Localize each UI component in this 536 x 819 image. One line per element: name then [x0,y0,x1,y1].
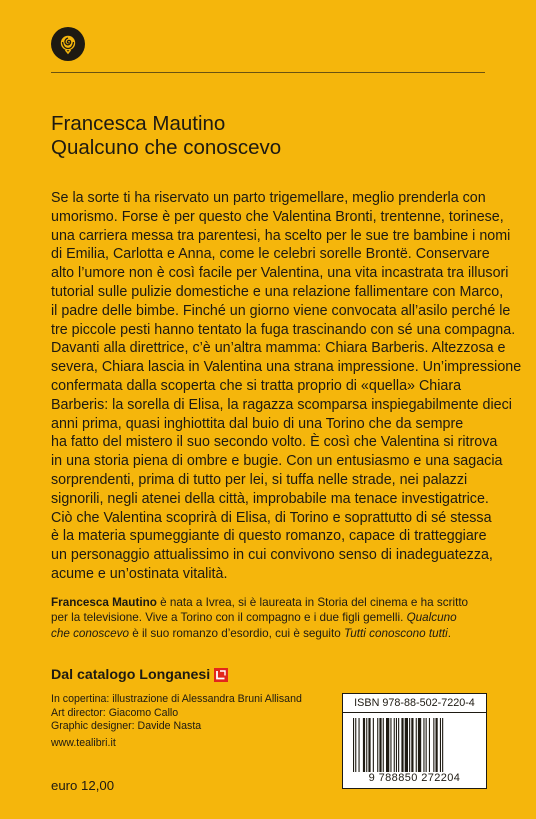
synopsis-line: anni prima, quasi inghiottita dal buio di una Torino che da sempre [51,415,464,432]
barcode-bar [411,718,413,772]
synopsis-line: severa, Chiara lascia in Valentina una strana impressione. Un’impressione [51,359,522,376]
barcode-bar [390,718,391,772]
synopsis-line: una carriera messa tra parentesi, ha scelto per le sue tre bambine i nomi [51,227,511,244]
barcode-bar [353,718,354,772]
rose-icon [57,33,79,55]
header-divider [51,72,485,73]
barcode-bar [366,718,367,772]
barcode-bar [359,718,360,772]
bio-line [51,595,491,610]
barcode-bar [442,718,443,772]
synopsis [51,189,522,584]
bio-text: è nata a Ivrea, si è laureata in Storia del cinema e ha scritto [156,596,469,609]
synopsis-line: in una storia piena di ombre e bugie. Con un entusiasmo e una sagacia [51,453,503,470]
barcode-bar [383,718,384,772]
barcode-bar [433,718,434,772]
synopsis-line: Davanti alla direttrice, c’è un’altra mamma: Chiara Barberis. Altezzosa e [51,340,506,357]
bio-author-name: Francesca Mautino [51,596,157,609]
isbn-label: ISBN 978-88-502-7220-4 [354,697,475,709]
bio-line [51,626,491,641]
bio-line [51,610,491,625]
barcode-bar [379,718,381,772]
barcode-bar [436,718,438,772]
barcode-bar [418,718,421,772]
price: euro 12,00 [51,778,115,793]
isbn-barcode-box [342,693,487,789]
barcode-bar [416,718,417,772]
synopsis-line: alto l’umore non è così facile per Valentina, una vita incastrata tra illusori [51,265,509,282]
synopsis-line: tre piccole pesti hanno tentato la fuga trascinando con sé una compagna. [51,321,516,338]
credit-line: In copertina: illustrazione di Alessandra Bruni Allisand [51,693,302,705]
credit-line: Art director: Giacomo Callo [51,706,179,719]
barcode-bar [429,718,430,772]
barcode-icon [347,716,483,772]
credit-line: Graphic designer: Davide Nasta [51,720,202,733]
synopsis-line: Se la sorte ti ha riservato un parto trigemellare, meglio prenderla con [51,190,486,206]
synopsis-line: acume e un’ostinata vitalità. [51,565,228,582]
barcode-bar [440,718,441,772]
publisher-logo [51,27,85,61]
barcode-bar [423,718,424,772]
synopsis-line: tutorial sulle pulizie domestiche e una relazione fallimentare con Marco, [51,283,504,300]
author-bio [51,595,491,641]
synopsis-line: il padre delle bimbe. Finché un giorno viene convocata all’asilo perché le [51,302,511,319]
synopsis-line: un personaggio attualissimo in cui convivono senso di inadeguatezza, [51,547,493,564]
barcode-bar [355,718,356,772]
longanesi-logo-icon [214,668,228,682]
book-title: Qualcuno che conoscevo [51,136,282,159]
barcode-bar [409,718,410,772]
barcode-bar [373,718,374,772]
book-heading [51,112,481,160]
barcode-bar [386,718,389,772]
synopsis-line: ha fatto del mistero il suo secondo volto. È così che Valentina si ritrova [51,434,498,451]
synopsis-line: di Emilia, Carlotta e Anna, come le celebri sorelle Brontë. Conservare [51,246,490,263]
catalog-label: Dal catalogo Longanesi [51,667,211,683]
synopsis-line: sorprendenti, prima di tutto per lei, si tuffa nelle strade, nei palazzi [51,471,468,488]
barcode-bar [396,718,397,772]
barcode-bar [398,718,399,772]
author-name: Francesca Mautino [51,112,226,135]
barcode-digits: 9 788850 272204 [368,772,461,784]
synopsis-line: umorismo. Forse è per questo che Valentina Bronti, trentenne, torinese, [51,208,504,225]
barcode-bar [368,718,370,772]
synopsis-line: Barberis: la sorella di Elisa, la ragazza scomparsa inspiegabilmente dieci [51,396,512,413]
bio-text: è il suo romanzo d’esordio, cui è seguito [128,626,345,640]
barcode-bar [426,718,427,772]
barcode-bar [394,718,395,772]
bio-text: per la televisione. Vive a Torino con il compagno e i due figli gemelli. [51,611,407,625]
synopsis-line: signorili, negli atenei della città, improbabile ma tenace investigatrice. [51,490,489,507]
catalog-heading [51,667,228,683]
isbn-divider [343,712,486,713]
synopsis-line: confermata dalla scoperta che si tratta proprio di «quella» Chiara [51,377,462,394]
bio-text: . [447,626,451,640]
website-link[interactable]: www.tealibri.it [51,737,116,749]
cover-credits [51,693,302,734]
bio-book-title-2: Tutti conoscono tutti [344,626,448,640]
barcode-bar [363,718,365,772]
barcode-bar [405,718,408,772]
synopsis-line: è la materia spumeggiante di questo romanzo, capace di tratteggiare [51,528,487,545]
barcode-bar [401,718,403,772]
bio-book-title: che conoscevo [51,626,129,640]
bio-book-title: Qualcuno [406,611,457,625]
synopsis-line: Ciò che Valentina scoprirà di Elisa, di Torino e soprattutto di sé stessa [51,509,492,526]
barcode-bar [377,718,378,772]
